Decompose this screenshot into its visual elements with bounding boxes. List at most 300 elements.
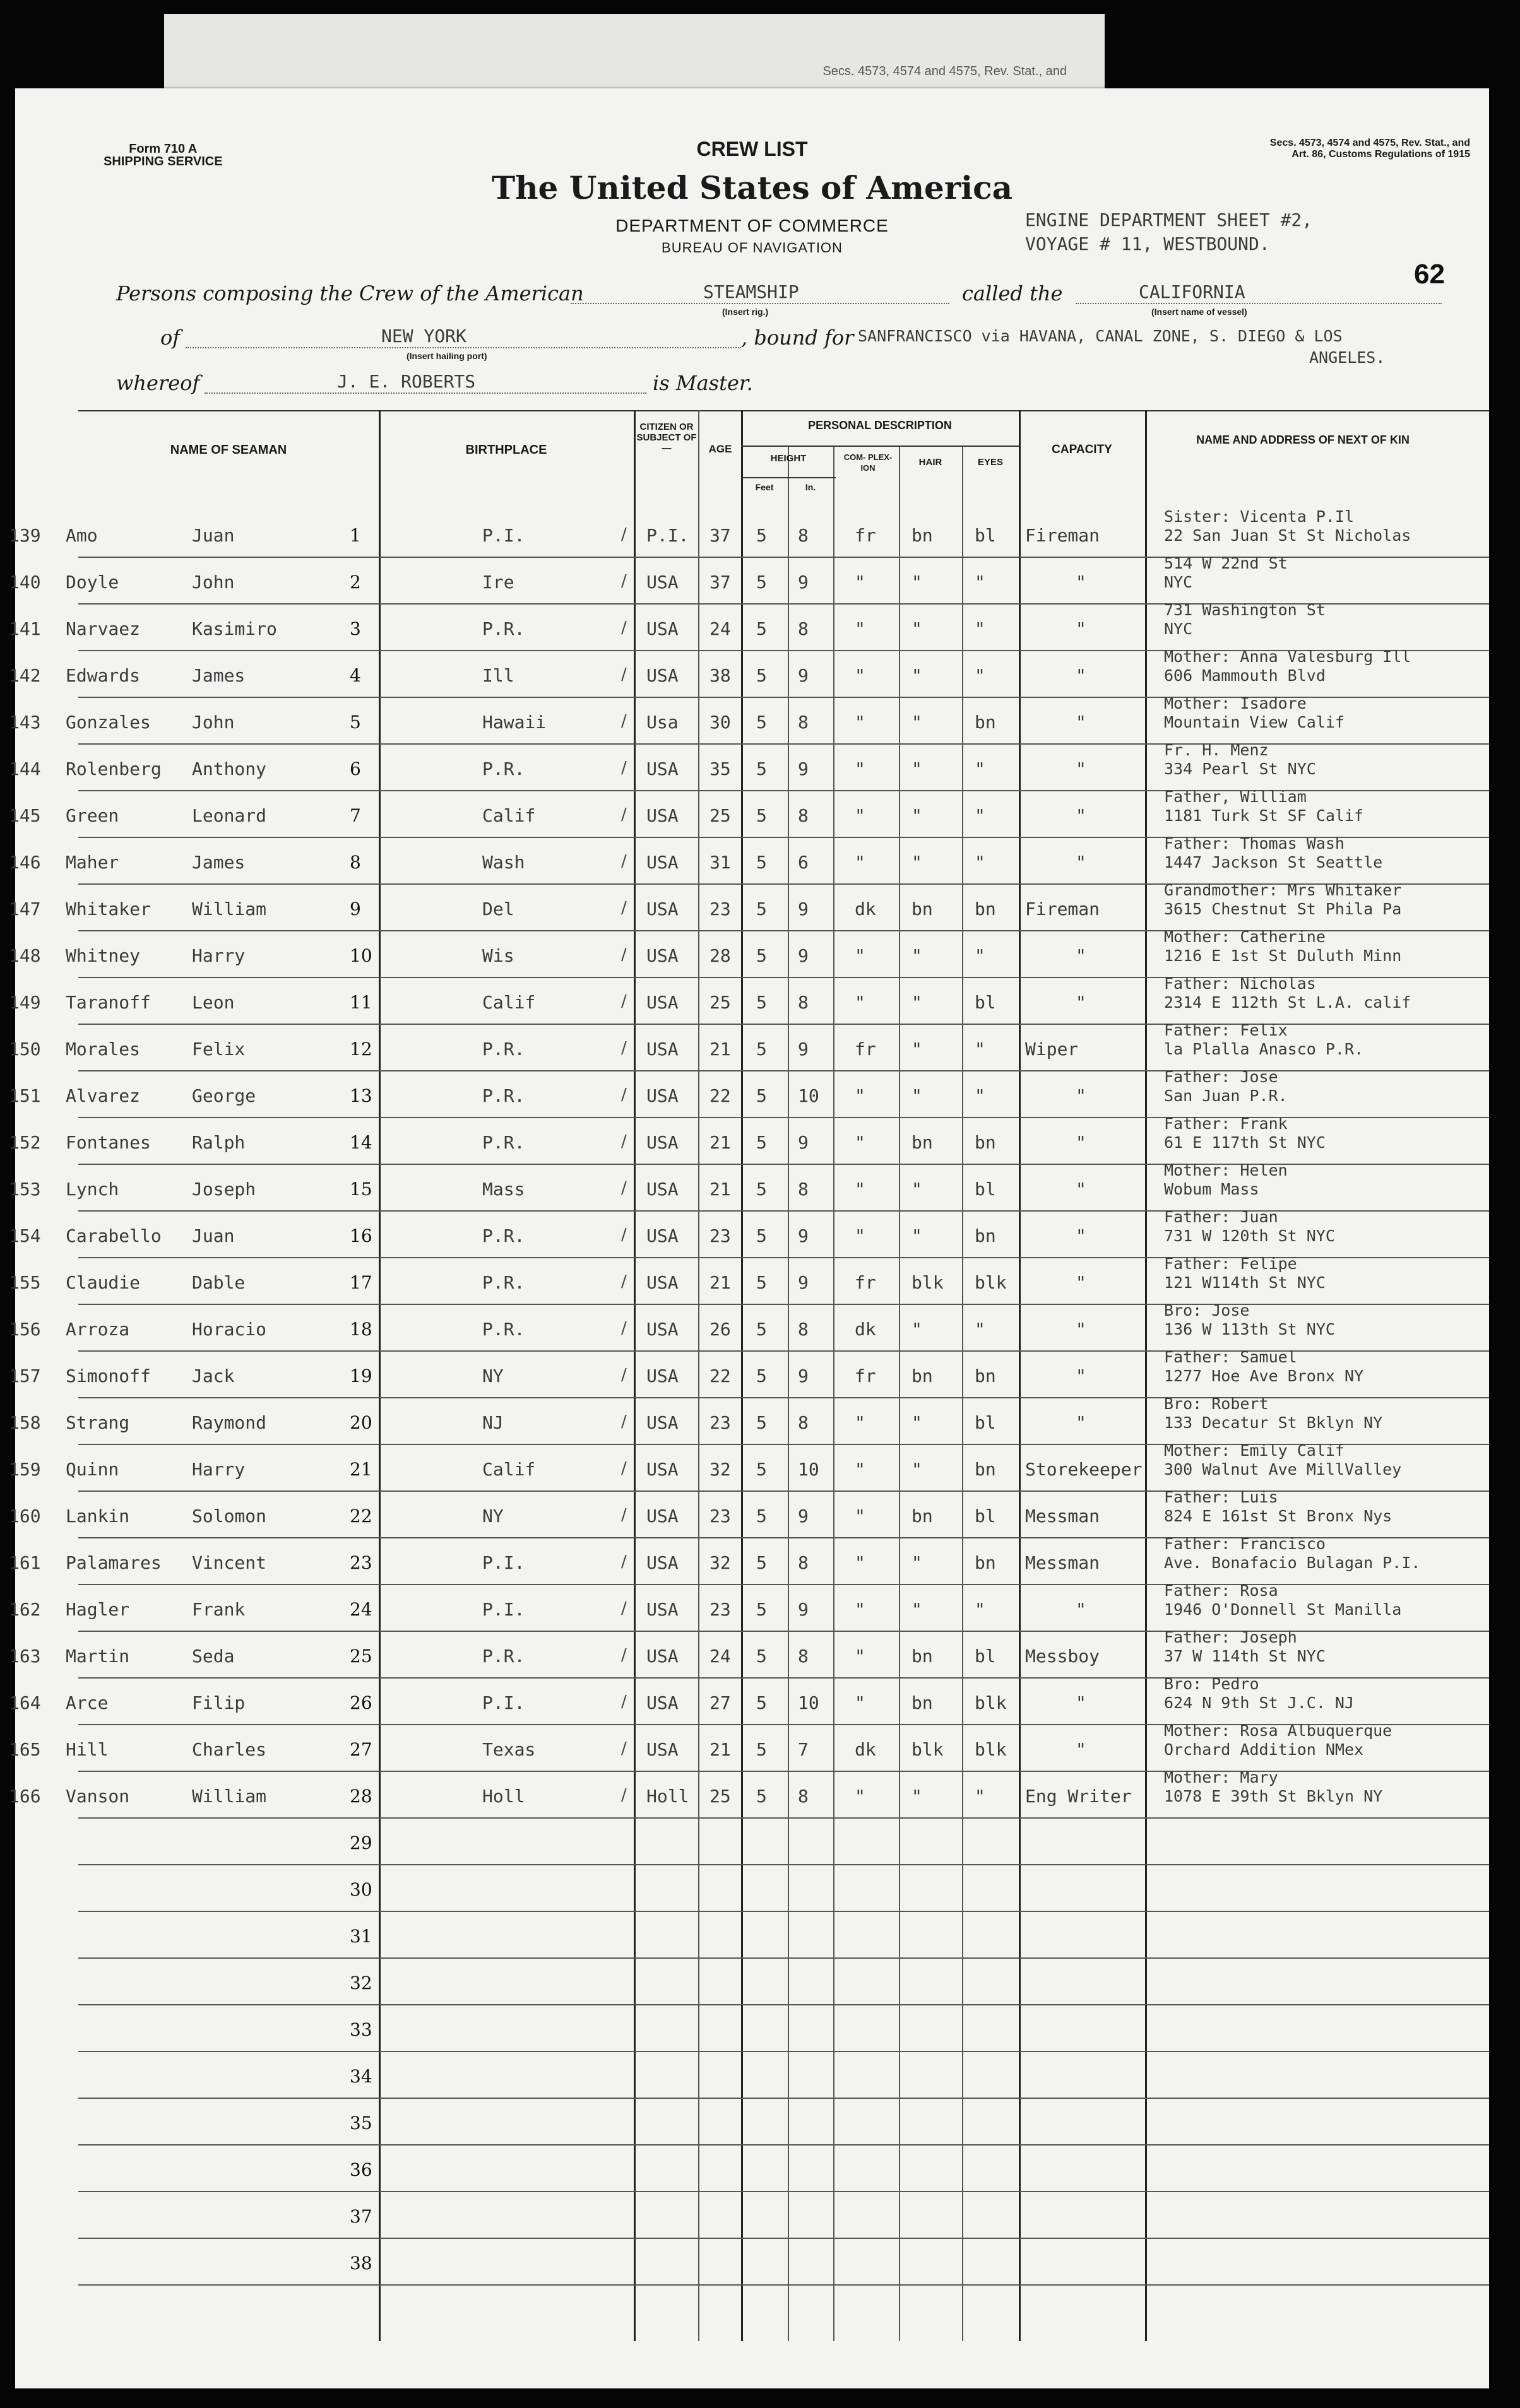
- citizenship: USA: [646, 1039, 679, 1059]
- citizenship: USA: [646, 758, 679, 779]
- citizenship: USA: [646, 1739, 679, 1760]
- complexion: fr: [855, 1039, 876, 1059]
- line-number: 3: [350, 618, 361, 639]
- check-mark: /: [621, 572, 627, 591]
- seaman-surname: Gonzales: [66, 712, 151, 733]
- empty-row: [78, 1959, 1489, 2005]
- bound-label: , bound for: [741, 326, 854, 350]
- complexion: ": [855, 712, 865, 733]
- next-of-kin-name: Mother: Isadore: [1164, 694, 1307, 712]
- crew-row: [9, 1628, 1489, 1679]
- height-inches: 8: [798, 525, 809, 546]
- eyes: blk: [975, 1739, 1007, 1760]
- age: 25: [710, 1786, 731, 1807]
- height-inches: 8: [798, 1412, 809, 1433]
- crew-row: [9, 1114, 1489, 1165]
- line-number: 14: [350, 1132, 372, 1153]
- next-of-kin-name: Father: Thomas Wash: [1164, 834, 1345, 853]
- rig-hint: (Insert rig.): [722, 307, 769, 317]
- eyes: bl: [975, 1179, 996, 1200]
- vessel-value: CALIFORNIA: [1139, 281, 1245, 302]
- next-of-kin-address: 624 N 9th St J.C. NJ: [1164, 1694, 1355, 1712]
- crew-row: [9, 1068, 1489, 1118]
- row-index: 146: [9, 852, 41, 873]
- crew-row: [9, 1721, 1489, 1772]
- height-inches: 8: [798, 1786, 809, 1807]
- age: 21: [710, 1039, 731, 1059]
- statutes-line-2: Art. 86, Customs Regulations of 1915: [1291, 149, 1470, 160]
- row-index: 149: [9, 992, 41, 1013]
- complexion: ": [855, 1692, 865, 1713]
- birthplace: P.R.: [482, 1085, 525, 1106]
- height-feet: 5: [756, 852, 767, 873]
- seaman-given-name: William: [192, 899, 267, 919]
- seaman-given-name: Harry: [192, 945, 246, 966]
- capacity: ": [1076, 1085, 1086, 1106]
- citizenship: USA: [646, 899, 679, 919]
- row-index: 165: [9, 1739, 41, 1760]
- whereof-label: whereof: [116, 371, 200, 395]
- birthplace: Hawaii: [482, 712, 547, 733]
- seaman-given-name: Seda: [192, 1646, 235, 1667]
- hair: ": [911, 945, 922, 966]
- capacity: Messman: [1025, 1506, 1100, 1526]
- eyes: ": [975, 945, 985, 966]
- row-index: 161: [9, 1552, 41, 1573]
- next-of-kin-address: 606 Mammouth Blvd: [1164, 666, 1326, 685]
- check-mark: /: [621, 1786, 627, 1805]
- col-capacity: CAPACITY: [1052, 443, 1112, 456]
- next-of-kin-name: Father: Samuel: [1164, 1348, 1297, 1366]
- next-of-kin-address: NYC: [1164, 620, 1193, 638]
- birthplace: P.R.: [482, 1272, 525, 1293]
- age: 23: [710, 1506, 731, 1526]
- capacity: ": [1076, 852, 1086, 873]
- height-feet: 5: [756, 1599, 767, 1620]
- birthplace: Wis: [482, 945, 514, 966]
- eyes: bl: [975, 1412, 996, 1433]
- hair: ": [911, 572, 922, 593]
- seaman-given-name: Filip: [192, 1692, 246, 1713]
- height-inches: 9: [798, 1272, 809, 1293]
- height-feet: 5: [756, 525, 767, 546]
- next-of-kin-address: 133 Decatur St Bklyn NY: [1164, 1414, 1383, 1432]
- line-number: 38: [350, 2253, 372, 2274]
- age: 28: [710, 945, 731, 966]
- capacity: ": [1076, 1225, 1086, 1246]
- destination-value-2: ANGELES.: [1309, 348, 1386, 367]
- age: 23: [710, 1412, 731, 1433]
- capacity: Storekeeper: [1025, 1459, 1143, 1480]
- empty-row: [78, 2099, 1489, 2145]
- complexion: ": [855, 1085, 865, 1106]
- table-top-rule: [78, 410, 1489, 411]
- height-feet: 5: [756, 1179, 767, 1200]
- line-number: 15: [350, 1179, 372, 1200]
- height-feet: 5: [756, 899, 767, 919]
- seaman-given-name: Solomon: [192, 1506, 267, 1526]
- birthplace: P.R.: [482, 1039, 525, 1059]
- crew-row: [9, 1395, 1489, 1445]
- next-of-kin-name: Father: Jose: [1164, 1068, 1278, 1086]
- crew-row: [9, 1535, 1489, 1585]
- port-dots: [186, 347, 741, 348]
- seaman-surname: Amo: [66, 525, 98, 546]
- line-number: 33: [350, 2019, 372, 2040]
- sheet-number: 62: [1414, 259, 1445, 290]
- seaman-surname: Taranoff: [66, 992, 151, 1013]
- hair: ": [911, 712, 922, 733]
- col-complexion: COM- PLEX- ION: [843, 452, 893, 473]
- citizenship: USA: [646, 1319, 679, 1340]
- seaman-surname: Martin: [66, 1646, 130, 1667]
- height-subrule: [741, 477, 836, 478]
- height-feet: 5: [756, 758, 767, 779]
- statutes-note: [1205, 138, 1470, 160]
- eyes: bl: [975, 992, 996, 1013]
- crew-row: [9, 788, 1489, 838]
- empty-row: [78, 2052, 1489, 2099]
- col-next-of-kin: NAME AND ADDRESS OF NEXT OF KIN: [1196, 434, 1410, 446]
- seaman-surname: Quinn: [66, 1459, 119, 1480]
- citizenship: USA: [646, 1225, 679, 1246]
- next-of-kin-name: Mother: Mary: [1164, 1768, 1278, 1786]
- birthplace: P.R.: [482, 1132, 525, 1153]
- age: 27: [710, 1692, 731, 1713]
- hair: ": [911, 1085, 922, 1106]
- line-number: 24: [350, 1599, 372, 1620]
- row-index: 144: [9, 758, 41, 779]
- next-of-kin-name: Father: Juan: [1164, 1208, 1278, 1226]
- department-stamp: [1025, 208, 1312, 256]
- birthplace: Del: [482, 899, 514, 919]
- line-number: 17: [350, 1272, 372, 1293]
- next-of-kin-name: Sister: Vicenta P.Il: [1164, 507, 1355, 526]
- line-number: 10: [350, 945, 372, 966]
- next-of-kin-address: 3615 Chestnut St Phila Pa: [1164, 900, 1402, 918]
- eyes: bl: [975, 1646, 996, 1667]
- height-feet: 5: [756, 572, 767, 593]
- check-mark: /: [621, 805, 627, 824]
- check-mark: /: [621, 1739, 627, 1758]
- age: 21: [710, 1739, 731, 1760]
- line-number: 21: [350, 1459, 372, 1480]
- next-of-kin-name: Father: Nicholas: [1164, 974, 1316, 993]
- age: 31: [710, 852, 731, 873]
- seaman-given-name: Juan: [192, 525, 235, 546]
- crew-row: [9, 1581, 1489, 1632]
- height-inches: 9: [798, 1366, 809, 1386]
- birthplace: Wash: [482, 852, 525, 873]
- complexion: fr: [855, 525, 876, 546]
- citizenship: USA: [646, 1179, 679, 1200]
- age: 37: [710, 572, 731, 593]
- port-value: NEW YORK: [381, 326, 466, 346]
- height-feet: 5: [756, 1412, 767, 1433]
- hair: ": [911, 1039, 922, 1059]
- next-of-kin-name: Father: Francisco: [1164, 1535, 1326, 1553]
- next-of-kin-name: Fr. H. Menz: [1164, 741, 1269, 759]
- next-of-kin-address: 136 W 113th St NYC: [1164, 1320, 1335, 1338]
- next-of-kin-name: Mother: Rosa Albuquerque: [1164, 1721, 1392, 1740]
- check-mark: /: [621, 1506, 627, 1525]
- col-age: AGE: [708, 443, 732, 455]
- hair: ": [911, 1179, 922, 1200]
- next-of-kin-name: Father: Rosa: [1164, 1581, 1278, 1600]
- line-number: 27: [350, 1739, 372, 1760]
- empty-row: [78, 1819, 1489, 1865]
- height-feet: 5: [756, 1319, 767, 1340]
- crew-row: [9, 1441, 1489, 1492]
- complexion: ": [855, 1179, 865, 1200]
- height-feet: 5: [756, 1225, 767, 1246]
- line-number: 18: [350, 1319, 372, 1340]
- complexion: ": [855, 1225, 865, 1246]
- crew-row: [9, 1254, 1489, 1305]
- age: 23: [710, 1225, 731, 1246]
- line-number: 35: [350, 2113, 372, 2134]
- seaman-given-name: John: [192, 712, 235, 733]
- seaman-surname: Lynch: [66, 1179, 119, 1200]
- birthplace: P.I.: [482, 1552, 525, 1573]
- empty-row: [78, 1912, 1489, 1959]
- birthplace: NY: [482, 1506, 504, 1526]
- height-inches: 8: [798, 1179, 809, 1200]
- seaman-given-name: James: [192, 852, 246, 873]
- birthplace: P.I.: [482, 525, 525, 546]
- col-height: HEIGHT: [770, 453, 807, 464]
- check-mark: /: [621, 945, 627, 964]
- row-rule: [78, 2284, 1489, 2286]
- age: 25: [710, 992, 731, 1013]
- birthplace: Mass: [482, 1179, 525, 1200]
- capacity: ": [1076, 805, 1086, 826]
- hair: ": [911, 758, 922, 779]
- eyes: bn: [975, 1459, 996, 1480]
- height-inches: 9: [798, 665, 809, 686]
- check-mark: /: [621, 852, 627, 871]
- complexion: ": [855, 1459, 865, 1480]
- next-of-kin-address: 37 W 114th St NYC: [1164, 1647, 1326, 1665]
- eyes: ": [975, 572, 985, 593]
- crew-row: [9, 834, 1489, 885]
- complexion: ": [855, 1599, 865, 1620]
- bureau: BUREAU OF NAVIGATION: [662, 240, 843, 256]
- complexion: ": [855, 1646, 865, 1667]
- capacity: ": [1076, 1739, 1086, 1760]
- complexion: fr: [855, 1366, 876, 1386]
- hair: ": [911, 1552, 922, 1573]
- eyes: ": [975, 1599, 985, 1620]
- height-inches: 8: [798, 992, 809, 1013]
- crew-row: [9, 601, 1489, 651]
- next-of-kin-address: 22 San Juan St St Nicholas: [1164, 526, 1411, 545]
- height-inches: 9: [798, 572, 809, 593]
- next-of-kin-address: 731 W 120th St NYC: [1164, 1227, 1335, 1245]
- citizenship: USA: [646, 1132, 679, 1153]
- capacity: ": [1076, 758, 1086, 779]
- complexion: ": [855, 1412, 865, 1433]
- row-index: 157: [9, 1366, 41, 1386]
- hair: ": [911, 1786, 922, 1807]
- height-inches: 8: [798, 1646, 809, 1667]
- capacity: Wiper: [1025, 1039, 1079, 1059]
- seaman-surname: Palamares: [66, 1552, 162, 1573]
- master-value: J. E. ROBERTS: [337, 371, 476, 392]
- col-inches: In.: [805, 482, 816, 492]
- row-index: 166: [9, 1786, 41, 1807]
- next-of-kin-address: Ave. Bonafacio Bulagan P.I.: [1164, 1554, 1421, 1572]
- next-of-kin-name: Mother: Emily Calif: [1164, 1441, 1345, 1460]
- height-inches: 7: [798, 1739, 809, 1760]
- age: 35: [710, 758, 731, 779]
- seaman-given-name: Felix: [192, 1039, 246, 1059]
- height-inches: 9: [798, 1039, 809, 1059]
- capacity: Messman: [1025, 1552, 1100, 1573]
- seaman-surname: Whitaker: [66, 899, 151, 919]
- next-of-kin-address: 824 E 161st St Bronx Nys: [1164, 1507, 1392, 1525]
- birthplace: Ill: [482, 665, 514, 686]
- port-hint: (Insert hailing port): [407, 351, 487, 361]
- capacity: ": [1076, 665, 1086, 686]
- birthplace: P.I.: [482, 1692, 525, 1713]
- eyes: ": [975, 1039, 985, 1059]
- crew-row: [9, 741, 1489, 791]
- crew-row: [9, 1675, 1489, 1725]
- empty-row: [78, 2145, 1489, 2192]
- crew-row: [9, 554, 1489, 605]
- line-number: 2: [350, 572, 361, 593]
- height-inches: 9: [798, 1225, 809, 1246]
- next-of-kin-address: 1277 Hoe Ave Bronx NY: [1164, 1367, 1364, 1385]
- check-mark: /: [621, 665, 627, 684]
- next-of-kin-address: 121 W114th St NYC: [1164, 1273, 1326, 1292]
- check-mark: /: [621, 1366, 627, 1384]
- next-of-kin-address: 334 Pearl St NYC: [1164, 760, 1316, 778]
- row-index: 159: [9, 1459, 41, 1480]
- birthplace: P.I.: [482, 1599, 525, 1620]
- height-feet: 5: [756, 618, 767, 639]
- height-inches: 10: [798, 1085, 819, 1106]
- next-of-kin-address: 1447 Jackson St Seattle: [1164, 853, 1383, 871]
- birthplace: Calif: [482, 992, 536, 1013]
- crew-table: [9, 410, 1489, 2341]
- seaman-surname: Alvarez: [66, 1085, 141, 1106]
- vessel-hint: (Insert name of vessel): [1151, 307, 1247, 317]
- complexion: ": [855, 1506, 865, 1526]
- complexion: ": [855, 805, 865, 826]
- line-number: 28: [350, 1786, 372, 1807]
- hair: bn: [911, 1506, 933, 1526]
- check-mark: /: [621, 1179, 627, 1198]
- persons-label: Persons composing the Crew of the American: [116, 281, 584, 305]
- height-feet: 5: [756, 945, 767, 966]
- height-feet: 5: [756, 805, 767, 826]
- capacity: ": [1076, 572, 1086, 593]
- line-number: 22: [350, 1506, 372, 1526]
- seaman-surname: Morales: [66, 1039, 141, 1059]
- empty-row: [78, 2239, 1489, 2286]
- next-of-kin-name: Mother: Catherine: [1164, 928, 1326, 946]
- statutes-line-1: Secs. 4573, 4574 and 4575, Rev. Stat., and: [1269, 138, 1470, 148]
- citizenship: USA: [646, 1366, 679, 1386]
- hair: bn: [911, 1646, 933, 1667]
- row-index: 158: [9, 1412, 41, 1433]
- capacity: ": [1076, 1272, 1086, 1293]
- citizenship: USA: [646, 1646, 679, 1667]
- capacity: Messboy: [1025, 1646, 1100, 1667]
- line-number: 36: [350, 2159, 372, 2180]
- citizenship: USA: [646, 1412, 679, 1433]
- empty-row: [78, 2192, 1489, 2239]
- seaman-given-name: Vincent: [192, 1552, 267, 1573]
- check-mark: /: [621, 1132, 627, 1151]
- complexion: ": [855, 1552, 865, 1573]
- capacity: ": [1076, 1412, 1086, 1433]
- crew-row: [9, 647, 1489, 698]
- col-personal: PERSONAL DESCRIPTION: [808, 419, 952, 432]
- called-label: called the: [962, 281, 1063, 305]
- seaman-surname: Arce: [66, 1692, 109, 1713]
- col-birthplace: BIRTHPLACE: [465, 443, 547, 457]
- line-number: 20: [350, 1412, 372, 1433]
- next-of-kin-address: 300 Walnut Ave MillValley: [1164, 1460, 1402, 1478]
- eyes: bn: [975, 1225, 996, 1246]
- next-of-kin-name: Father: Felipe: [1164, 1254, 1297, 1273]
- height-feet: 5: [756, 1506, 767, 1526]
- seaman-given-name: Kasimiro: [192, 618, 277, 639]
- height-inches: 8: [798, 712, 809, 733]
- line-number: 12: [350, 1039, 372, 1059]
- department: DEPARTMENT OF COMMERCE: [615, 216, 889, 235]
- complexion: dk: [855, 1319, 876, 1340]
- capacity: ": [1076, 618, 1086, 639]
- next-of-kin-address: San Juan P.R.: [1164, 1087, 1288, 1105]
- eyes: ": [975, 805, 985, 826]
- next-of-kin-name: Father, William: [1164, 788, 1307, 806]
- seaman-surname: Hagler: [66, 1599, 130, 1620]
- next-of-kin-address: Orchard Addition NMex: [1164, 1740, 1364, 1759]
- citizenship: USA: [646, 1085, 679, 1106]
- hair: bn: [911, 1132, 933, 1153]
- eyes: ": [975, 758, 985, 779]
- seaman-given-name: Harry: [192, 1459, 246, 1480]
- is-master-label: is Master.: [653, 371, 753, 395]
- next-of-kin-name: Grandmother: Mrs Whitaker: [1164, 881, 1402, 899]
- eyes: blk: [975, 1692, 1007, 1713]
- crew-row: [9, 1301, 1489, 1352]
- vessel-dots: [1076, 303, 1442, 304]
- seaman-given-name: Horacio: [192, 1319, 267, 1340]
- birthplace: Calif: [482, 1459, 536, 1480]
- capacity: ": [1076, 1692, 1086, 1713]
- row-index: 156: [9, 1319, 41, 1340]
- line-number: 6: [350, 758, 361, 779]
- of-label: of: [160, 326, 181, 350]
- complexion: ": [855, 852, 865, 873]
- hair: blk: [911, 1739, 944, 1760]
- seaman-surname: Doyle: [66, 572, 119, 593]
- seaman-surname: Whitney: [66, 945, 141, 966]
- height-inches: 9: [798, 758, 809, 779]
- next-of-kin-address: Wobum Mass: [1164, 1180, 1259, 1198]
- seaman-surname: Fontanes: [66, 1132, 151, 1153]
- height-feet: 5: [756, 1039, 767, 1059]
- row-index: 155: [9, 1272, 41, 1293]
- age: 21: [710, 1272, 731, 1293]
- next-of-kin-name: Father: Luis: [1164, 1488, 1278, 1506]
- row-index: 142: [9, 665, 41, 686]
